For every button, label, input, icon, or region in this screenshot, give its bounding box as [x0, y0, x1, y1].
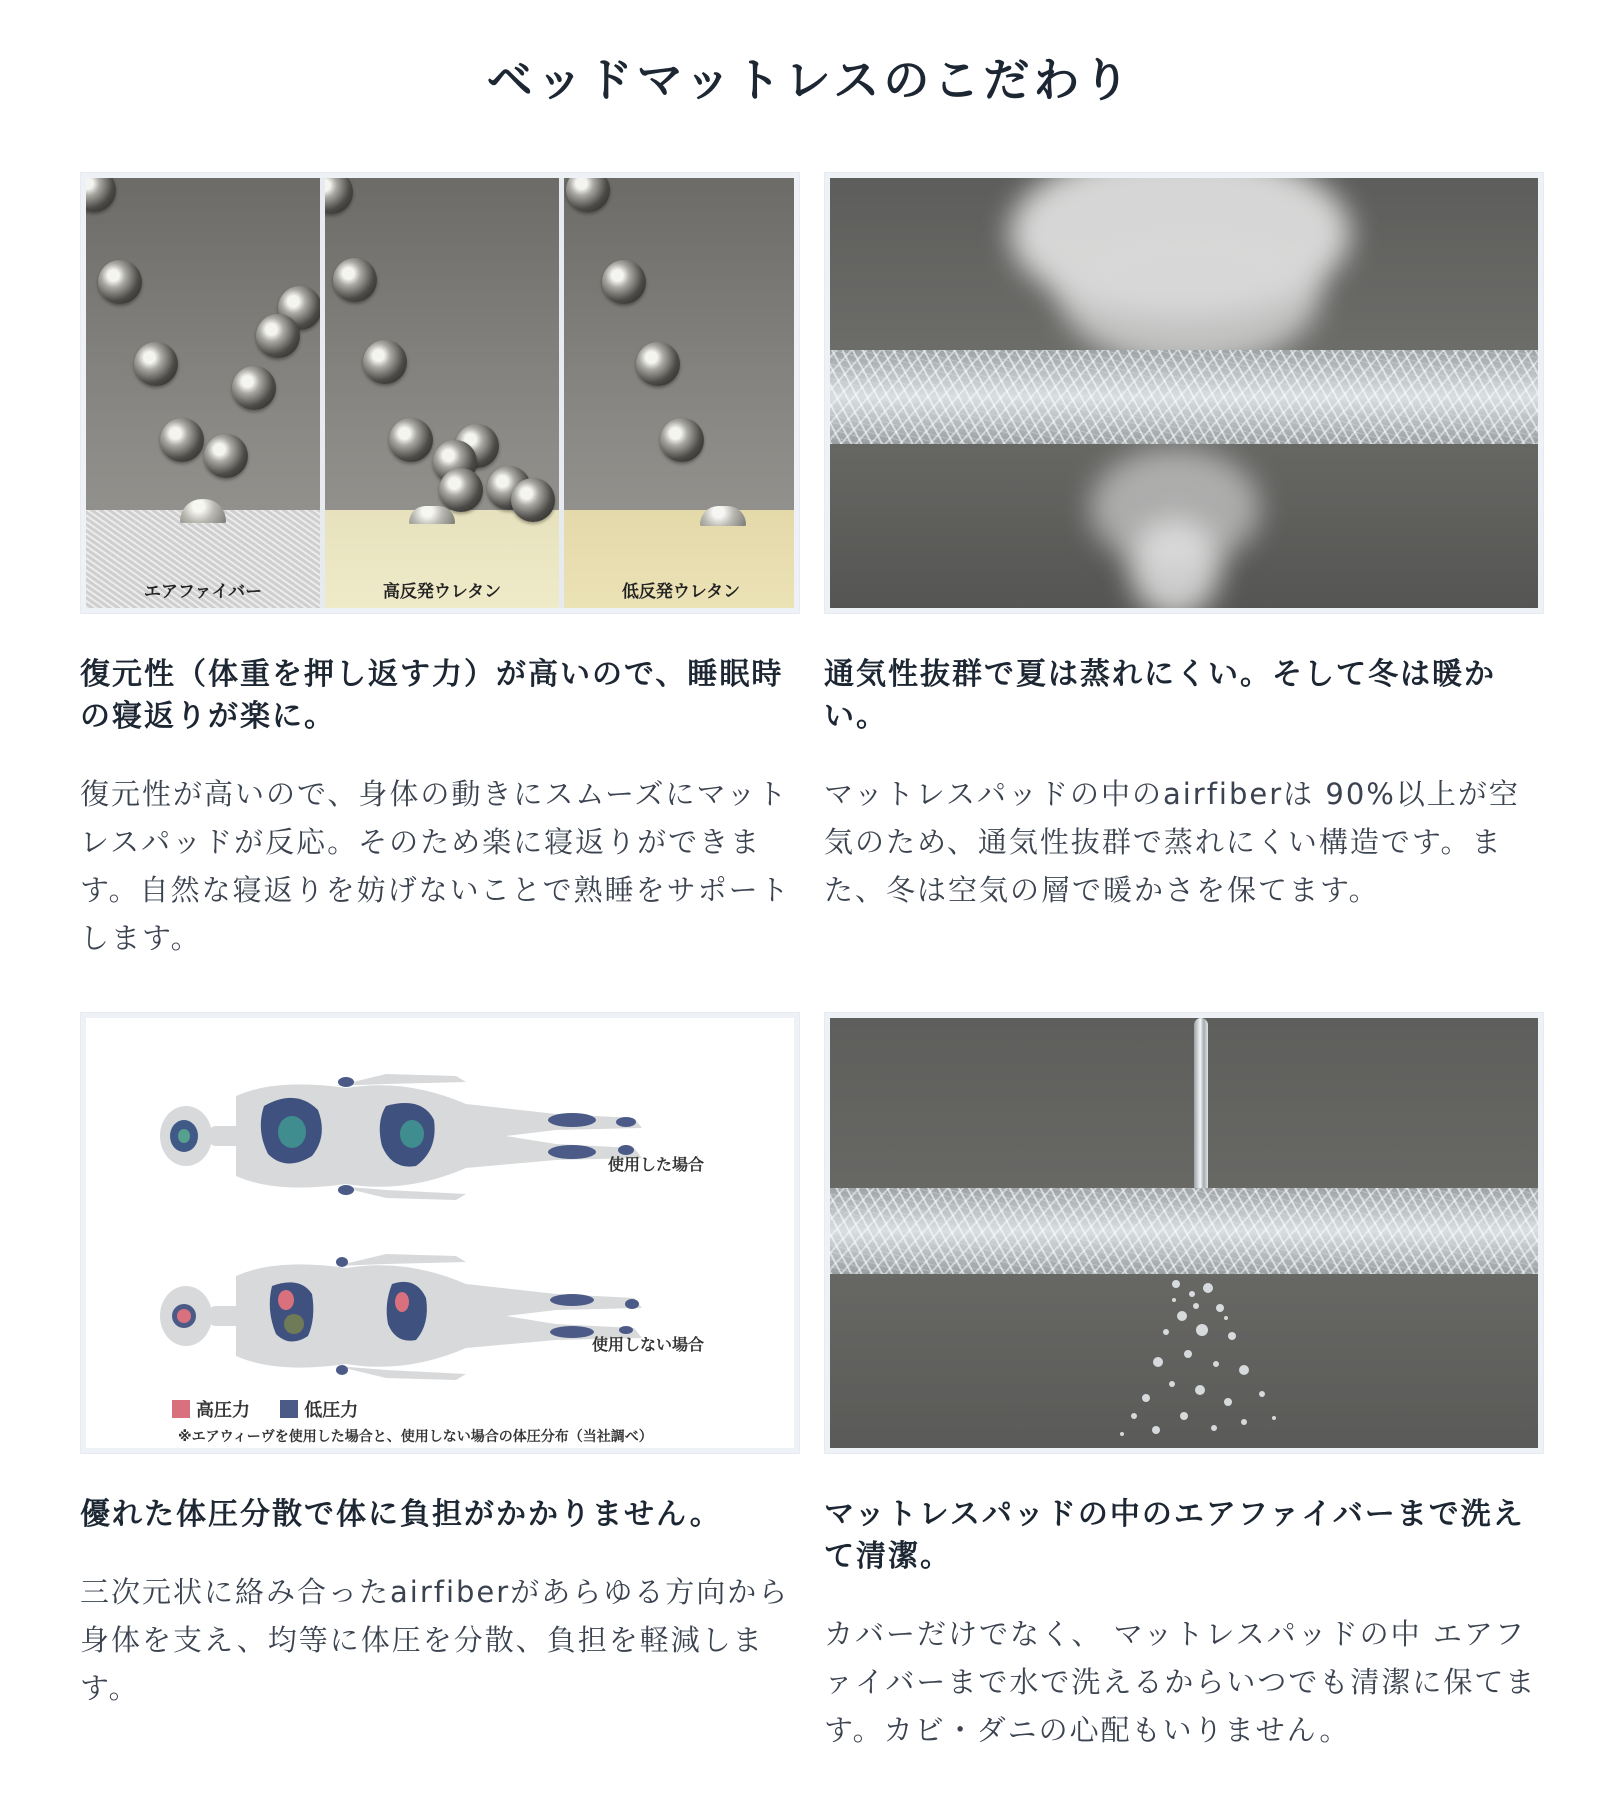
feature-heading: 通気性抜群で夏は蒸れにくい。そして冬は暖かい。	[824, 657, 1496, 734]
panel-label: 高反発ウレタン	[382, 582, 502, 602]
feature-body: カバーだけでなく、 マットレスパッドの中 エアファイバーまで水で洗えるからいつでも清潔に保てます。カビ・ダニの心配もいりません。	[824, 1617, 1537, 1747]
label-used: 使用した場合	[607, 1155, 704, 1174]
feature-card-washable	[824, 1012, 1544, 1754]
feature-heading: マットレスパッドの中のエアファイバーまで洗えて清潔。	[824, 1497, 1525, 1574]
pressure-legend	[172, 1396, 358, 1422]
water-droplets	[830, 1018, 1538, 1448]
feature-body: 三次元状に絡み合ったairfiberがあらゆる方向から身体を支え、均等に体圧を分散、負担を軽減します。	[80, 1575, 790, 1705]
pressure-map-figure	[86, 1018, 794, 1448]
panel-high-resilience-urethane	[325, 178, 559, 608]
legend-item-high: 高圧力	[172, 1400, 250, 1421]
legend-item-low: 低圧力	[280, 1400, 358, 1421]
section-title: ベッドマットレスのこだわり	[486, 53, 1134, 107]
panel-low-resilience-urethane	[564, 178, 794, 608]
feature-card-breathability	[824, 172, 1544, 914]
pressure-note: ※エアウィーヴを使用した場合と、使用しない場合の体圧分布（当社調べ）	[178, 1429, 653, 1445]
feature-card-resilience	[80, 172, 800, 962]
label-not-used: 使用しない場合	[591, 1335, 704, 1354]
panel-airfiber	[86, 178, 320, 608]
panel-label: エアファイバー	[143, 582, 263, 602]
feature-heading: 優れた体圧分散で体に負担がかかりません。	[80, 1497, 722, 1532]
feature-body: 復元性が高いので、身体の動きにスムーズにマットレスパッドが反応。そのため楽に寝返りができます。自然な寝返りを妨げないことで熟睡をサポートします。	[80, 777, 791, 955]
feature-body: マットレスパッドの中のairfiberは 90%以上が空気のため、通気性抜群で蒸れにくい構造です。また、冬は空気の層で暖かさを保てます。	[824, 777, 1520, 907]
water-image	[824, 1012, 1544, 1454]
resilience-image	[80, 172, 800, 614]
airfiber-band	[830, 350, 1538, 444]
pressure-map-image	[80, 1012, 800, 1454]
steam-image	[824, 172, 1544, 614]
panel-label: 低反発ウレタン	[621, 582, 741, 602]
feature-heading: 復元性（体重を押し返す力）が高いので、睡眠時の寝返りが楽に。	[80, 657, 784, 734]
feature-card-pressure	[80, 1012, 800, 1712]
